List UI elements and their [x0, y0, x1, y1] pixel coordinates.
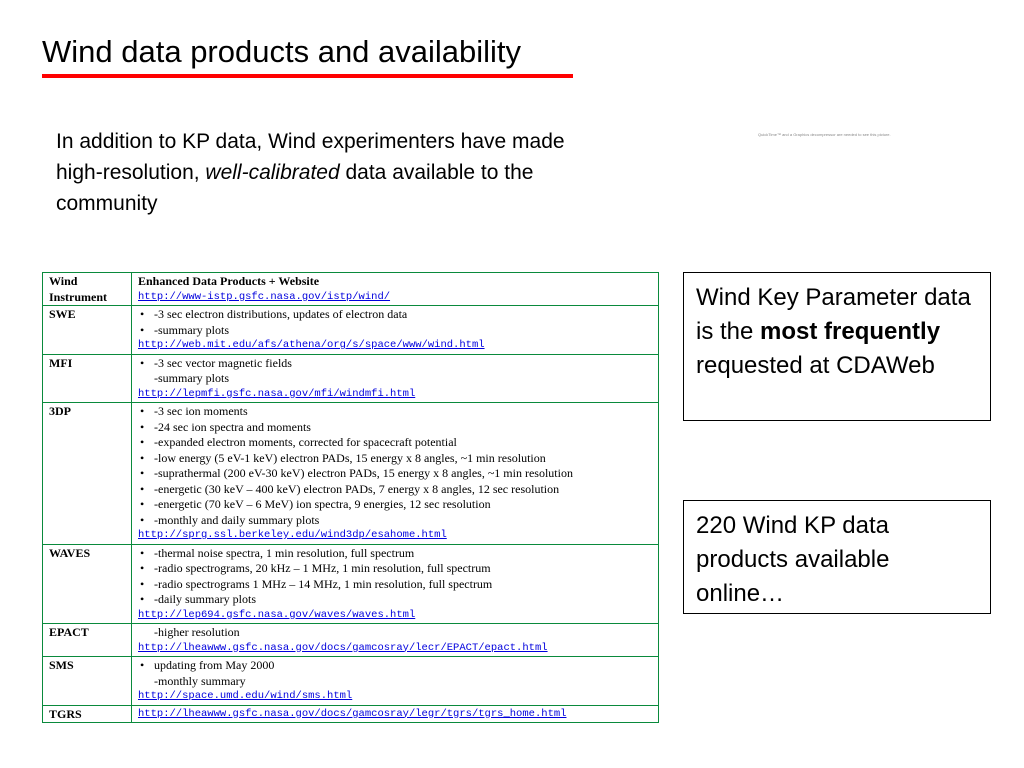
- products-cell: [132, 624, 659, 657]
- intro-part-2: data available to the community: [56, 161, 534, 215]
- kp-callout-after: requested at CDAWeb: [696, 352, 935, 379]
- list-item: • -energetic (30 keV – 400 keV) electron PADs, 7 energy x 8 angles, 12 sec resolution: [138, 482, 652, 498]
- list-item: • -3 sec ion moments: [138, 404, 652, 420]
- list-item: • -suprathermal (200 eV-30 keV) electron PADs, 15 energy x 8 angles, ~1 min resolution: [138, 466, 652, 482]
- list-item: • -energetic (70 keV – 6 MeV) ion spectra, 9 energies, 12 sec resolution: [138, 497, 652, 513]
- products-cell: [132, 705, 659, 723]
- table-row: [43, 624, 659, 657]
- website-link[interactable]: http://space.umd.edu/wind/sms.html: [138, 690, 353, 702]
- list-item: • -thermal noise spectra, 1 min resolution, full spectrum: [138, 546, 652, 562]
- instrument-name: SMS: [43, 657, 132, 706]
- quicktime-placeholder-note: QuickTime™ and a Graphics decompressor are needed to see this picture.: [758, 132, 891, 137]
- intro-emphasis: well-calibrated: [205, 161, 340, 184]
- instrument-name: WAVES: [43, 544, 132, 624]
- header-instrument: Wind Instrument: [43, 273, 132, 306]
- products-table-body: [43, 273, 659, 723]
- list-item: • -expanded electron moments, corrected for spacecraft potential: [138, 435, 652, 451]
- list-item: • -summary plots: [138, 323, 652, 339]
- instrument-name: MFI: [43, 354, 132, 403]
- products-cell: [132, 544, 659, 624]
- header-products-cell: [132, 273, 659, 306]
- website-link[interactable]: http://sprg.ssl.berkeley.edu/wind3dp/esahome.html: [138, 529, 447, 541]
- instrument-name: 3DP: [43, 403, 132, 545]
- list-item: • -3 sec vector magnetic fields: [138, 356, 652, 372]
- list-item: • -monthly and daily summary plots: [138, 513, 652, 529]
- instrument-name: SWE: [43, 306, 132, 355]
- kp-callout-before: Wind Key Parameter data is the: [696, 284, 971, 345]
- product-list: [138, 307, 652, 338]
- website-link[interactable]: http://web.mit.edu/afs/athena/org/s/space/www/wind.html: [138, 339, 485, 351]
- header-website-link[interactable]: http://www-istp.gsfc.nasa.gov/istp/wind/: [138, 290, 391, 303]
- table-row: [43, 657, 659, 706]
- product-list: [138, 658, 652, 674]
- website-link[interactable]: http://lepmfi.gsfc.nasa.gov/mfi/windmfi.html: [138, 387, 416, 400]
- list-item: • updating from May 2000: [138, 658, 652, 674]
- list-item: • -radio spectrograms, 20 kHz – 1 MHz, 1 min resolution, full spectrum: [138, 561, 652, 577]
- header-products: Enhanced Data Products + Website: [138, 274, 320, 288]
- kp-callout-box: [683, 272, 991, 421]
- products-cell: [132, 306, 659, 355]
- table-row: [43, 544, 659, 624]
- list-item: • -3 sec electron distributions, updates of electron data: [138, 307, 652, 323]
- website-link[interactable]: http://lheawww.gsfc.nasa.gov/docs/gamcosray/legr/tgrs/tgrs_home.html: [138, 707, 567, 720]
- instrument-name: TGRS: [43, 705, 132, 723]
- product-list: [138, 356, 652, 372]
- list-item: • -low energy (5 eV-1 keV) electron PADs, 15 energy x 8 angles, ~1 min resolution: [138, 451, 652, 467]
- table-row: [43, 306, 659, 355]
- product-list: [138, 546, 652, 608]
- products-cell: [132, 354, 659, 403]
- product-note: -monthly summary: [154, 673, 246, 688]
- products-cell: [132, 657, 659, 706]
- website-link[interactable]: http://lep694.gsfc.nasa.gov/waves/waves.html: [138, 608, 416, 621]
- table-header-row: [43, 273, 659, 306]
- table-row: [43, 403, 659, 545]
- intro-part-1: In addition to KP data, Wind experimenters have made high-resolution,: [56, 130, 565, 184]
- products-cell: [132, 403, 659, 545]
- product-note: -summary plots: [154, 371, 229, 385]
- table-row: [43, 354, 659, 403]
- slide-title: Wind data products and availability: [42, 34, 522, 69]
- title-underline: [42, 74, 573, 78]
- products-table: [42, 272, 659, 723]
- list-item: • -radio spectrograms 1 MHz – 14 MHz, 1 min resolution, full spectrum: [138, 577, 652, 593]
- product-note: -higher resolution: [154, 625, 240, 639]
- list-item: • -daily summary plots: [138, 592, 652, 608]
- kp-callout-bold: most frequently: [760, 318, 941, 345]
- instrument-name: EPACT: [43, 624, 132, 657]
- product-list: [138, 404, 652, 528]
- kp-count-text: 220 Wind KP data products available online…: [696, 512, 890, 607]
- list-item: • -24 sec ion spectra and moments: [138, 420, 652, 436]
- website-link[interactable]: http://lheawww.gsfc.nasa.gov/docs/gamcosray/lecr/EPACT/epact.html: [138, 641, 548, 654]
- table-row: [43, 705, 659, 723]
- intro-text: [56, 126, 616, 219]
- kp-count-callout-box: [683, 500, 991, 614]
